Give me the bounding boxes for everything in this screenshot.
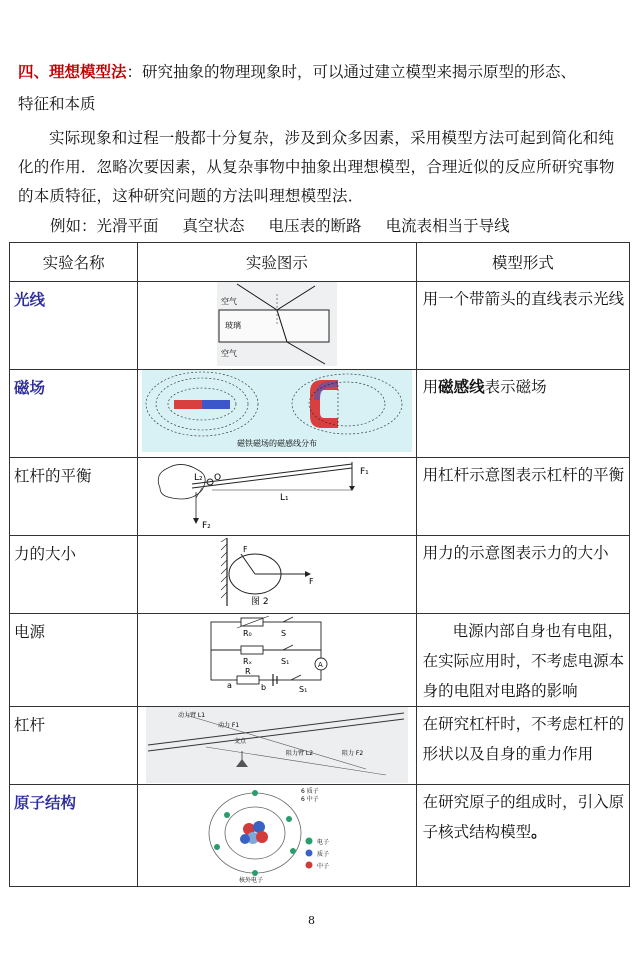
fulcrum-label: O — [213, 473, 222, 483]
example-item: 光滑平面 — [96, 217, 159, 235]
switch-label: S₁ — [298, 685, 308, 694]
force-f2-label: F₂ — [201, 521, 211, 531]
force-f1-label: F₁ — [359, 467, 369, 477]
model-table — [9, 242, 630, 887]
row-desc: 用杠杆示意图表示杠杆的平衡 — [416, 458, 629, 536]
resistor-label: R₀ — [242, 629, 252, 638]
ammeter-label: A — [317, 661, 323, 669]
magnet-caption: 磁铁磁场的磁感线分布 — [236, 439, 317, 448]
row-name: 力的大小 — [10, 536, 138, 614]
row-desc: 电源内部自身也有电阻，在实际应用时，不考虑电源本身的电阻对电路的影响 — [416, 614, 629, 707]
table-row — [10, 536, 630, 614]
figure-caption: 图 2 — [250, 597, 269, 607]
row-desc-part: 在研究原子的组成时，引入原子核式结构模型 — [422, 793, 625, 841]
resistor-label: Rₓ — [242, 657, 253, 666]
lever-label: 阻力 F2 — [341, 750, 364, 757]
header-figure: 实验图示 — [138, 243, 416, 282]
lever-balance-figure — [138, 458, 416, 536]
switch-label: S — [280, 629, 286, 638]
row-desc — [416, 785, 629, 887]
row-name: 杠杆的平衡 — [10, 458, 138, 536]
row-name: 磁场 — [10, 370, 138, 458]
row-desc-bold: 磁感线 — [438, 377, 485, 396]
row-desc-bold: 。 — [531, 822, 547, 841]
example-item: 电压表的断路 — [268, 217, 362, 235]
table-row — [10, 282, 630, 370]
lever-model-diagram — [146, 707, 408, 783]
table-row — [10, 614, 630, 707]
row-desc-part: 表示磁场 — [484, 378, 547, 396]
atom-label: 6 中子 — [300, 796, 319, 803]
light-ray-figure — [138, 282, 416, 370]
circuit-figure — [138, 614, 416, 707]
air-label: 空气 — [220, 349, 237, 358]
example-item: 真空状态 — [182, 217, 245, 235]
row-name: 光线 — [10, 282, 138, 370]
force-figure — [138, 536, 416, 614]
row-desc — [416, 370, 629, 458]
neutron-legend: 中子 — [316, 863, 329, 870]
header-model: 模型形式 — [416, 243, 629, 282]
arm-l1-label: L₁ — [279, 493, 289, 503]
magnetic-field-figure — [138, 370, 416, 458]
force-label: F — [308, 577, 314, 586]
table-row — [10, 707, 630, 785]
table-row — [10, 370, 630, 458]
examples-line — [50, 214, 534, 236]
table-header-row — [10, 243, 630, 282]
intro-paragraph: 实际现象和过程一般都十分复杂，涉及到众多因素，采用模型方法可起到简化和纯化的作用．忽略次要因素，从复杂事物中抽象出理想模型，合理近似的反应所研究事物的本质特征，这种研究问题的方法叫理想模型法． — [18, 129, 615, 205]
row-desc: 用力的示意图表示力的大小 — [416, 536, 629, 614]
terminal-label: a — [226, 681, 232, 690]
lever-diagram — [152, 458, 402, 532]
switch-label: S₁ — [280, 657, 290, 666]
resistor-label: R — [244, 667, 251, 676]
force-label: F — [242, 545, 248, 554]
air-label: 空气 — [220, 297, 237, 306]
glass-label: 玻璃 — [224, 321, 241, 330]
atom-figure — [138, 785, 416, 887]
lever-label: 阻力臂 L2 — [285, 750, 313, 757]
terminal-label: b — [260, 683, 266, 692]
examples-label: 例如： — [50, 217, 97, 235]
atom-label: 6 质子 — [300, 788, 319, 795]
heading-text-continued: 特征和本质 — [18, 95, 96, 113]
row-name: 原子结构 — [10, 785, 138, 887]
lever-label: 动力 F1 — [217, 722, 240, 729]
force-diagram — [197, 536, 357, 610]
page-number: 8 — [308, 914, 315, 927]
row-name: 杠杆 — [10, 707, 138, 785]
magnet-field-diagram — [142, 370, 412, 452]
table-row — [10, 458, 630, 536]
light-refraction-diagram — [217, 282, 337, 366]
row-desc-part: 用 — [422, 378, 439, 396]
lever-model-figure — [138, 707, 416, 785]
heading-number: 四、 — [18, 62, 50, 81]
arm-l2-label: L₂ — [193, 473, 203, 483]
circuit-diagram — [207, 614, 347, 698]
atom-label: 核外电子 — [238, 877, 263, 883]
section-heading — [18, 58, 628, 86]
row-desc: 用一个带箭头的直线表示光线 — [416, 282, 629, 370]
table-row — [10, 785, 630, 887]
row-name: 电源 — [10, 614, 138, 707]
heading-colon: ： — [126, 63, 143, 81]
example-item: 电流表相当于导线 — [385, 217, 510, 235]
lever-label: 支点 — [233, 738, 246, 745]
row-desc: 在研究杠杆时，不考虑杠杆的形状以及自身的重力作用 — [416, 707, 629, 785]
heading-term: 理想模型法 — [49, 62, 127, 81]
heading-text: 研究抽象的物理现象时，可以通过建立模型来揭示原型的形态、 — [142, 63, 577, 81]
atom-diagram — [197, 785, 357, 883]
electron-legend: 电子 — [316, 839, 329, 846]
header-name: 实验名称 — [10, 243, 138, 282]
lever-label: 动力臂 L1 — [177, 712, 205, 719]
proton-legend: 质子 — [316, 851, 329, 858]
